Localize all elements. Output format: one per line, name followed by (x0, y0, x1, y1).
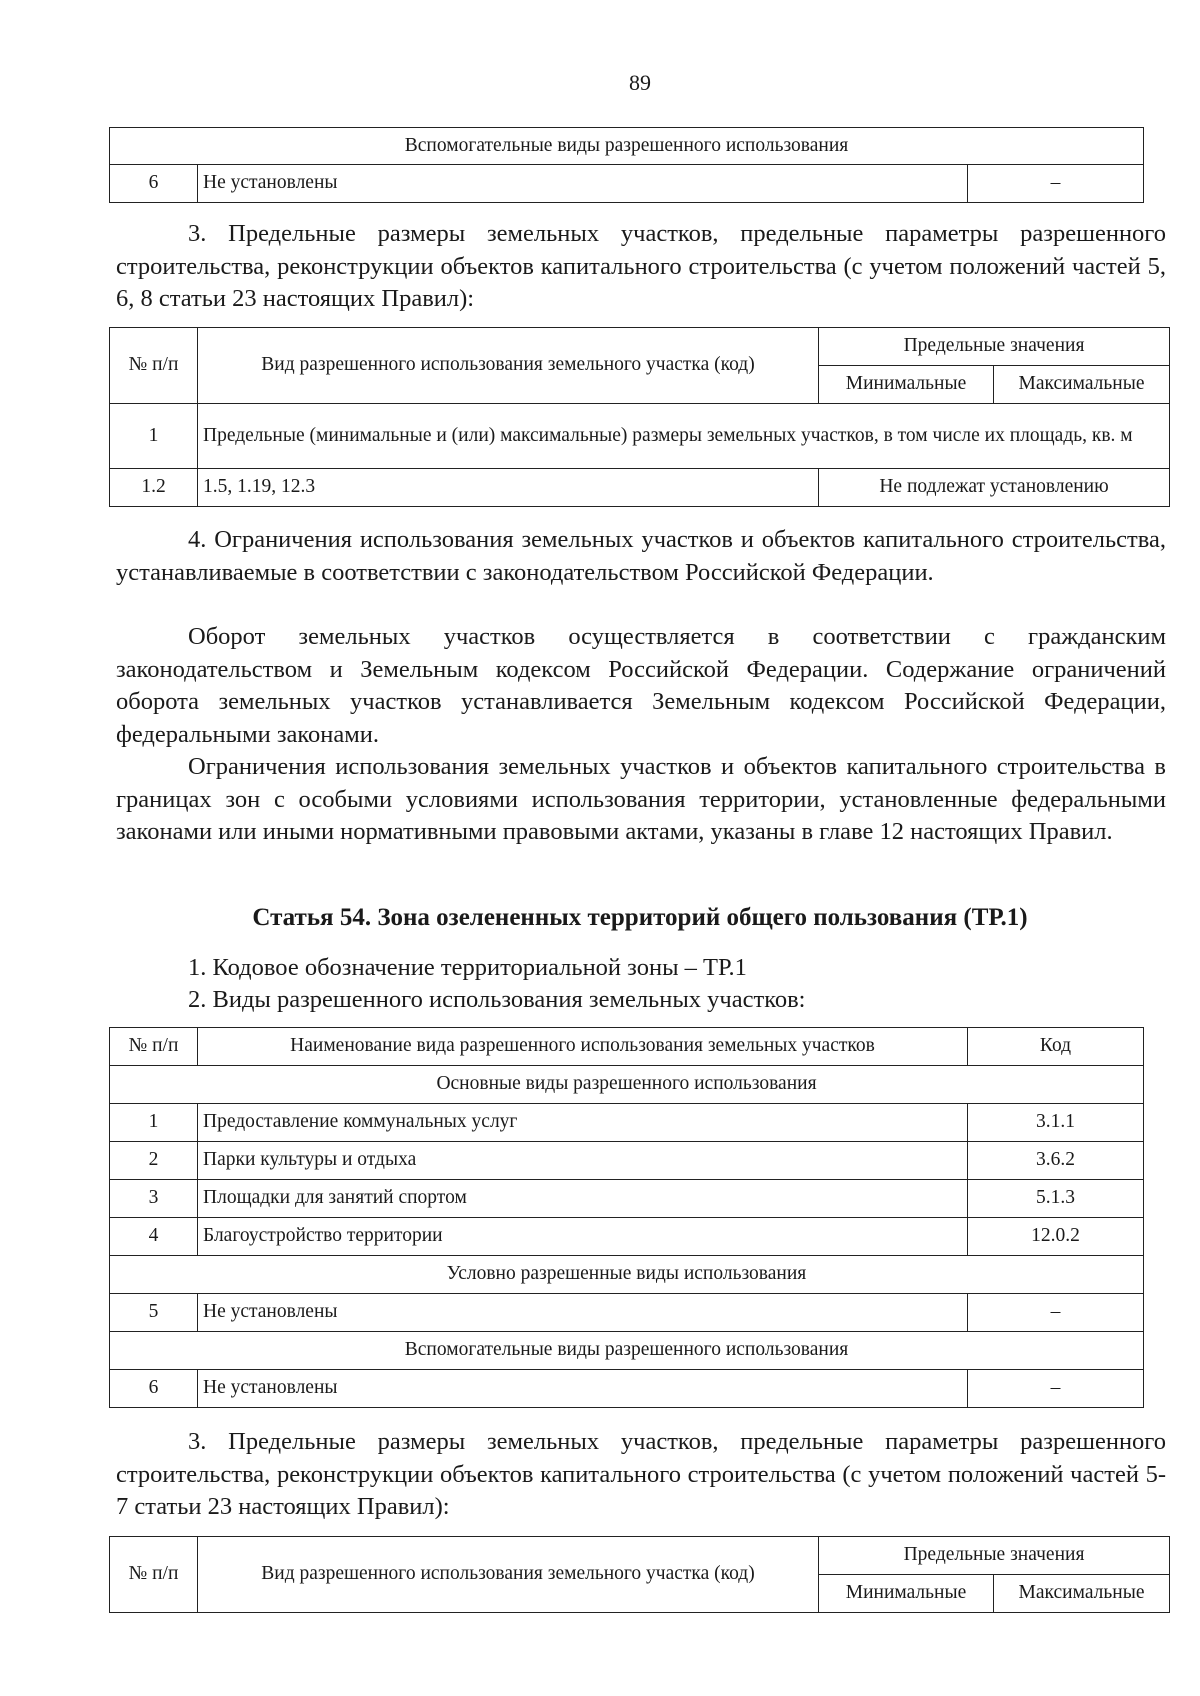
section-header-aux: Вспомогательные виды разрешенного использования (110, 128, 1144, 165)
row-number: 6 (110, 1370, 198, 1408)
use-name: Площадки для занятий спортом (198, 1180, 968, 1218)
use-code: – (968, 1294, 1144, 1332)
header-use-type: Вид разрешенного использования земельного участка (код) (198, 1537, 819, 1613)
header-minimum: Минимальные (819, 1575, 994, 1613)
use-code: – (968, 165, 1144, 203)
header-use-type: Вид разрешенного использования земельного участка (код) (198, 328, 819, 404)
use-name: Не установлены (198, 1370, 968, 1408)
use-code: – (968, 1370, 1144, 1408)
use-name: Благоустройство территории (198, 1218, 968, 1256)
use-name: Предоставление коммунальных услуг (198, 1104, 968, 1142)
use-code: 12.0.2 (968, 1218, 1144, 1256)
section-header-conditional: Условно разрешенные виды использования (110, 1256, 1144, 1294)
limit-parameters-table-tr1 (109, 1536, 1170, 1613)
header-number: № п/п (110, 328, 198, 404)
header-limit-values: Предельные значения (819, 328, 1170, 366)
header-limit-values: Предельные значения (819, 1537, 1170, 1575)
row-number: 6 (110, 165, 198, 203)
row-number: 2 (110, 1142, 198, 1180)
header-number: № п/п (110, 1028, 198, 1066)
land-uses-table (109, 1027, 1144, 1408)
paragraph-limit-sizes-tr1: 3. Предельные размеры земельных участков, предельные параметры разрешенного строительства, реконструкции объектов капитального строительства (с учетом положений частей 5-7 статьи 23 настоящих Правил): (116, 1428, 1166, 1520)
parameter-description: Предельные (минимальные и (или) максимальные) размеры земельных участков, в том числе их площадь, кв. м (198, 404, 1170, 469)
row-number: 1 (110, 404, 198, 469)
row-number: 5 (110, 1294, 198, 1332)
limit-parameters-table (109, 327, 1170, 507)
use-code: 3.6.2 (968, 1142, 1144, 1180)
article-heading: Статья 54. Зона озелененных территорий общего пользования (ТР.1) (252, 904, 1028, 931)
use-name: Не установлены (198, 165, 968, 203)
paragraph-restrictions: 4. Ограничения использования земельных участков и объектов капитального строительства, устанавливаемые в соответствии с законодательством Российской Федерации. (116, 526, 1166, 586)
use-name: Не установлены (198, 1294, 968, 1332)
aux-uses-table-continued (109, 127, 1144, 203)
header-maximum: Максимальные (994, 366, 1170, 404)
paragraph-land-turnover: Оборот земельных участков осуществляется в соответствии с гражданским законодательством и Земельным кодексом Российской Федерации. Содержание ограничений оборота земельных участков устанавливается Земельным кодексом Российской Федерации, федеральными законами. (116, 623, 1166, 748)
use-codes: 1.5, 1.19, 12.3 (198, 469, 819, 507)
paragraph-special-zones: Ограничения использования земельных участков и объектов капитального строительства в границах зон с особыми условиями использования территории, установленные федеральными законами или иными нормативными правовыми актами, указаны в главе 12 настоящих Правил. (116, 753, 1166, 845)
header-code: Код (968, 1028, 1144, 1066)
header-number: № п/п (110, 1537, 198, 1613)
page-number: 89 (629, 70, 651, 95)
row-number: 1.2 (110, 469, 198, 507)
use-code: 5.1.3 (968, 1180, 1144, 1218)
row-number: 3 (110, 1180, 198, 1218)
item-land-uses: 2. Виды разрешенного использования земельных участков: (188, 986, 806, 1013)
use-code: 3.1.1 (968, 1104, 1144, 1142)
section-header-main: Основные виды разрешенного использования (110, 1066, 1144, 1104)
row-number: 1 (110, 1104, 198, 1142)
section-header-aux: Вспомогательные виды разрешенного использования (110, 1332, 1144, 1370)
header-use-name: Наименование вида разрешенного использования земельных участков (198, 1028, 968, 1066)
row-number: 4 (110, 1218, 198, 1256)
item-zone-code: 1. Кодовое обозначение территориальной зоны – ТР.1 (188, 954, 747, 981)
paragraph-limit-sizes: 3. Предельные размеры земельных участков, предельные параметры разрешенного строительства, реконструкции объектов капитального строительства (с учетом положений частей 5, 6, 8 статьи 23 настоящих Правил): (116, 220, 1166, 312)
parameter-value: Не подлежат установлению (819, 469, 1170, 507)
use-name: Парки культуры и отдыха (198, 1142, 968, 1180)
header-minimum: Минимальные (819, 366, 994, 404)
header-maximum: Максимальные (994, 1575, 1170, 1613)
